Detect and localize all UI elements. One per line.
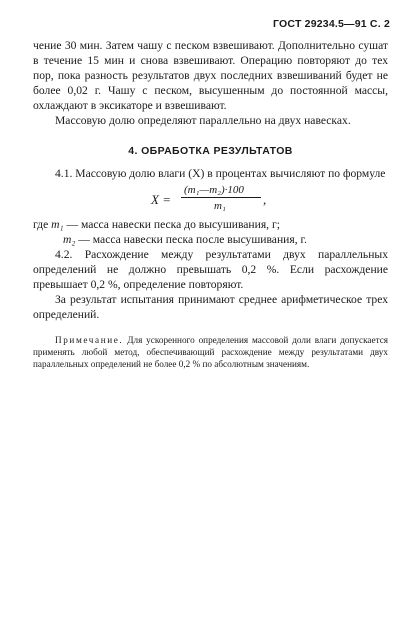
definition-text: — масса навески песка после высушивания, г. <box>75 233 307 246</box>
parallel-paragraph: Массовую долю определяют параллельно на двух навесках. <box>55 114 351 127</box>
paragraph-4-2: 4.2. Расхождение между результатами двух параллельных определений не должно превышать 0,2 %. Если расхождение превышает 0,2 %, определение повторяют. <box>33 248 388 291</box>
continuation-paragraph: чение 30 мин. Затем чашу с песком взвешивают. Дополнительно сушат в течение 15 мин и снова взвешивают. Операцию повторяют до тех пор, пока разность результатов двух последних взвешиваний будет не более 0,02 г. Чашу с песком, высушенным до постоянной массы, охлаждают в эксикаторе и взвешивают. <box>33 39 388 112</box>
definition-m1 <box>33 217 388 232</box>
section-title: 4. ОБРАБОТКА РЕЗУЛЬТАТОВ <box>128 145 293 157</box>
paragraph-4-1: 4.1. Массовую долю влаги (X) в процентах вычисляют по формуле <box>55 167 386 180</box>
definition-symbol: m₁ <box>51 218 64 231</box>
definition-intro: где <box>33 218 49 231</box>
definition-text: — масса навески песка до высушивания, г; <box>63 218 280 231</box>
formula-numerator: (m₁—m₂)·100 <box>184 184 244 196</box>
note-label: Примечание. <box>55 335 124 345</box>
result-paragraph: За результат испытания принимают среднее арифметическое трех определений. <box>33 293 388 321</box>
formula-trailing-comma: , <box>263 192 267 207</box>
note-paragraph <box>33 334 388 370</box>
formula-denominator: m₁ <box>214 200 226 212</box>
formula-lhs: X = <box>151 192 171 207</box>
definition-symbol: m₂ <box>63 233 76 246</box>
note-text: Для ускоренного определения массовой доли влаги допускается применять любой метод, обеспечивающий расхождение между результатами двух параллельных определений не более 0,2 % по абсолютным значениям. <box>33 335 388 369</box>
document-body <box>33 38 388 370</box>
variable-definitions <box>33 217 388 247</box>
moisture-formula <box>33 183 388 217</box>
page-header: ГОСТ 29234.5—91 С. 2 <box>273 18 390 30</box>
fraction-bar <box>181 197 261 198</box>
definition-m2 <box>33 232 388 247</box>
